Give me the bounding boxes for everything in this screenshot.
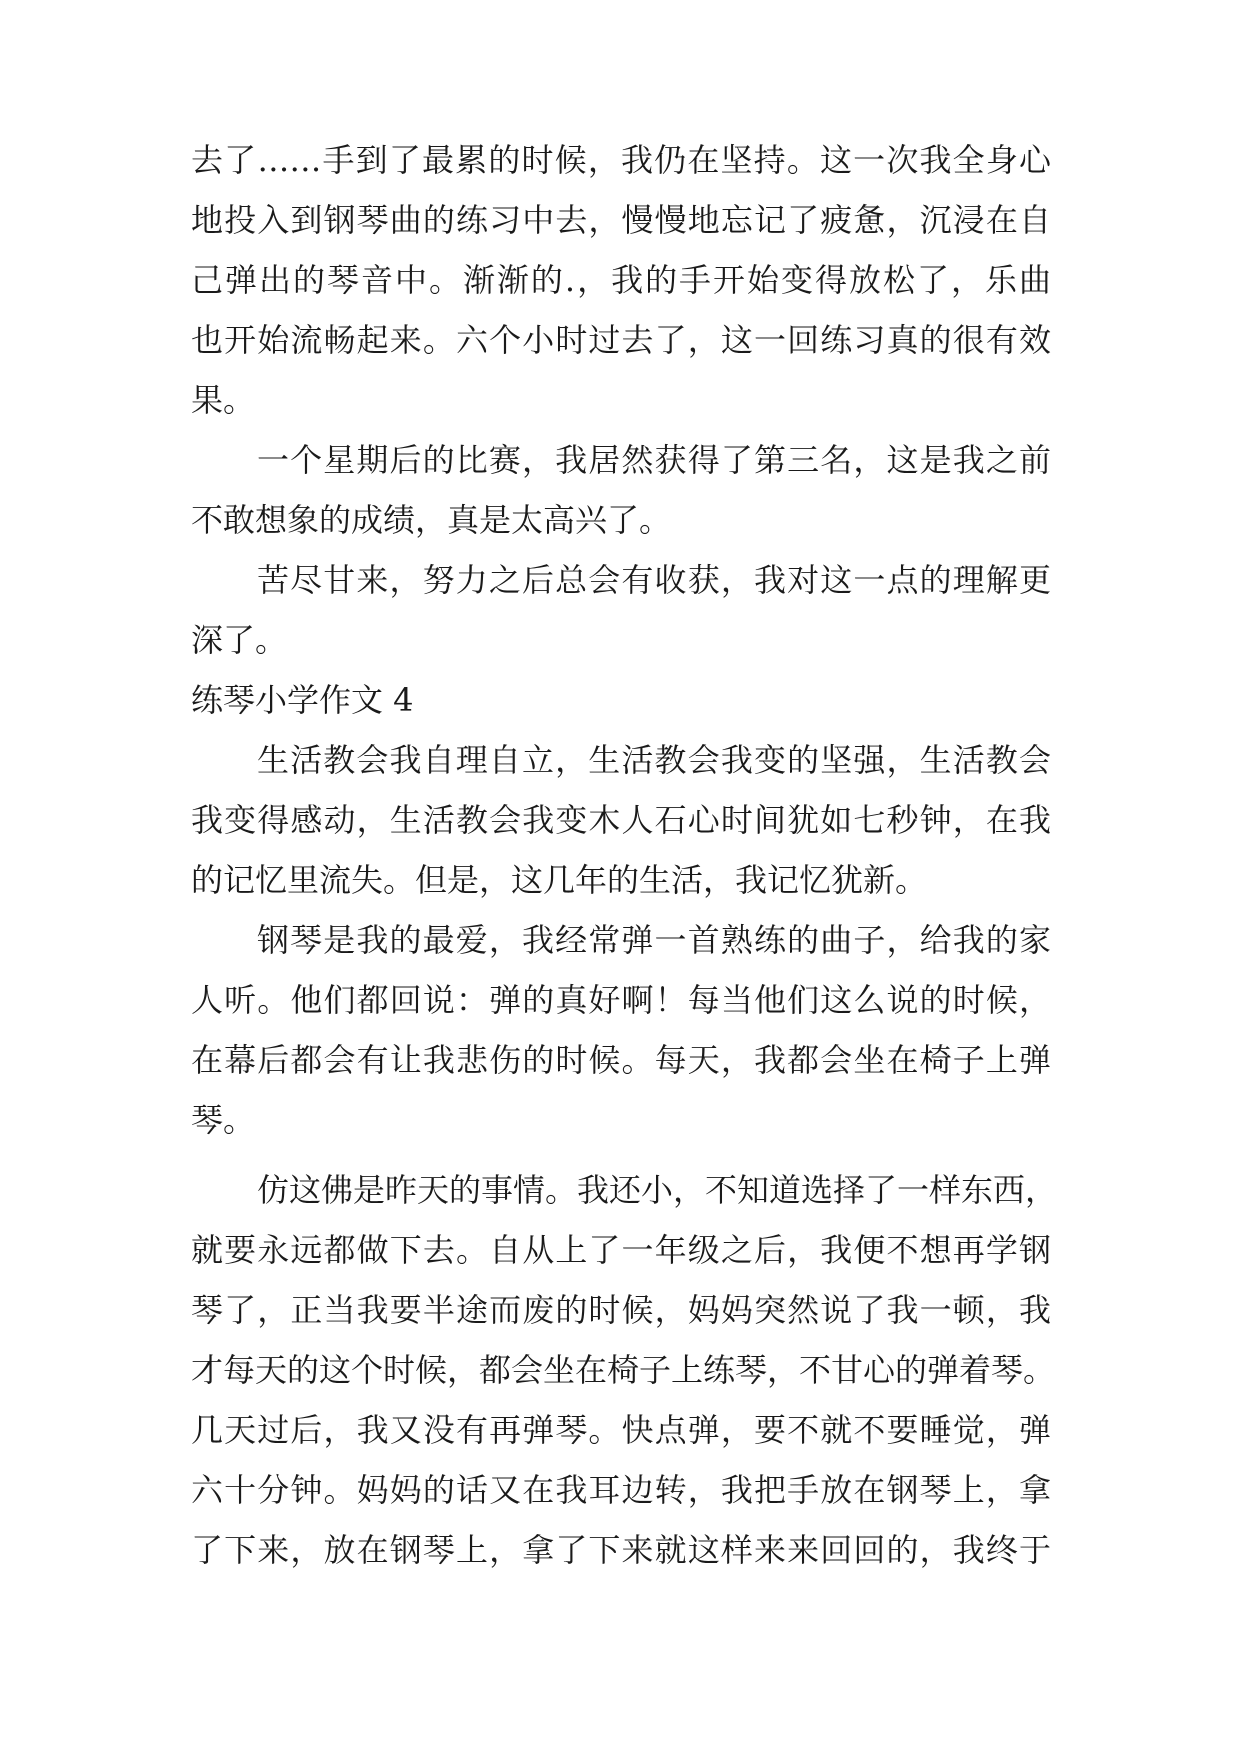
text-line: 果。 [191, 381, 256, 419]
document-page [191, 130, 1058, 1580]
text-line: 在幕后都会有让我悲伤的时候。每天，我都会坐在椅子上弹 [191, 1041, 1051, 1079]
text-line: 我变得感动，生活教会我变木人石心时间犹如七秒钟，在我 [191, 801, 1051, 839]
text-line: 人听。他们都回说：弹的真好啊！每当他们这么说的时候， [191, 981, 1051, 1019]
text-line: 的记忆里流失。但是，这几年的生活，我记忆犹新。 [191, 861, 928, 899]
text-line: 深了。 [191, 621, 288, 659]
text-line: 琴了，正当我要半途而废的时候，妈妈突然说了我一顿，我 [191, 1291, 1051, 1329]
text-line: 就要永远都做下去。自从上了一年级之后，我便不想再学钢 [191, 1231, 1051, 1269]
text-line: 几天过后，我又没有再弹琴。快点弹，要不就不要睡觉，弹 [191, 1411, 1051, 1449]
paragraph-gap [191, 1150, 1051, 1160]
text-line: 六十分钟。妈妈的话又在我耳边转，我把手放在钢琴上，拿 [191, 1471, 1051, 1509]
paragraph-start-line: 仿这佛是昨天的事情。我还小，不知道选择了一样东西， [257, 1171, 1058, 1209]
paragraph-start-line: 苦尽甘来，努力之后总会有收获，我对这一点的理解更 [257, 561, 1051, 599]
text-line: 地投入到钢琴曲的练习中去，慢慢地忘记了疲惫，沉浸在自 [191, 201, 1051, 239]
text-line: 不敢想象的成绩，真是太高兴了。 [191, 501, 672, 539]
text-line: 己弹出的琴音中。渐渐的.，我的手开始变得放松了，乐曲 [191, 261, 1051, 299]
text-line: 了下来，放在钢琴上，拿了下来就这样来来回回的，我终于 [191, 1531, 1051, 1569]
paragraph-start-line: 一个星期后的比赛，我居然获得了第三名，这是我之前 [257, 441, 1051, 479]
paragraph-start-line: 钢琴是我的最爱，我经常弹一首熟练的曲子，给我的家 [257, 921, 1051, 959]
text-line: 琴。 [191, 1101, 256, 1139]
section-heading: 练琴小学作文 4 [191, 681, 414, 719]
text-line: 也开始流畅起来。六个小时过去了，这一回练习真的很有效 [191, 321, 1051, 359]
paragraph-start-line: 生活教会我自理自立，生活教会我变的坚强，生活教会 [257, 741, 1051, 779]
text-line: 去了……手到了最累的时候，我仍在坚持。这一次我全身心 [191, 141, 1051, 179]
text-line: 才每天的这个时候，都会坐在椅子上练琴，不甘心的弹着琴。 [191, 1351, 1056, 1389]
